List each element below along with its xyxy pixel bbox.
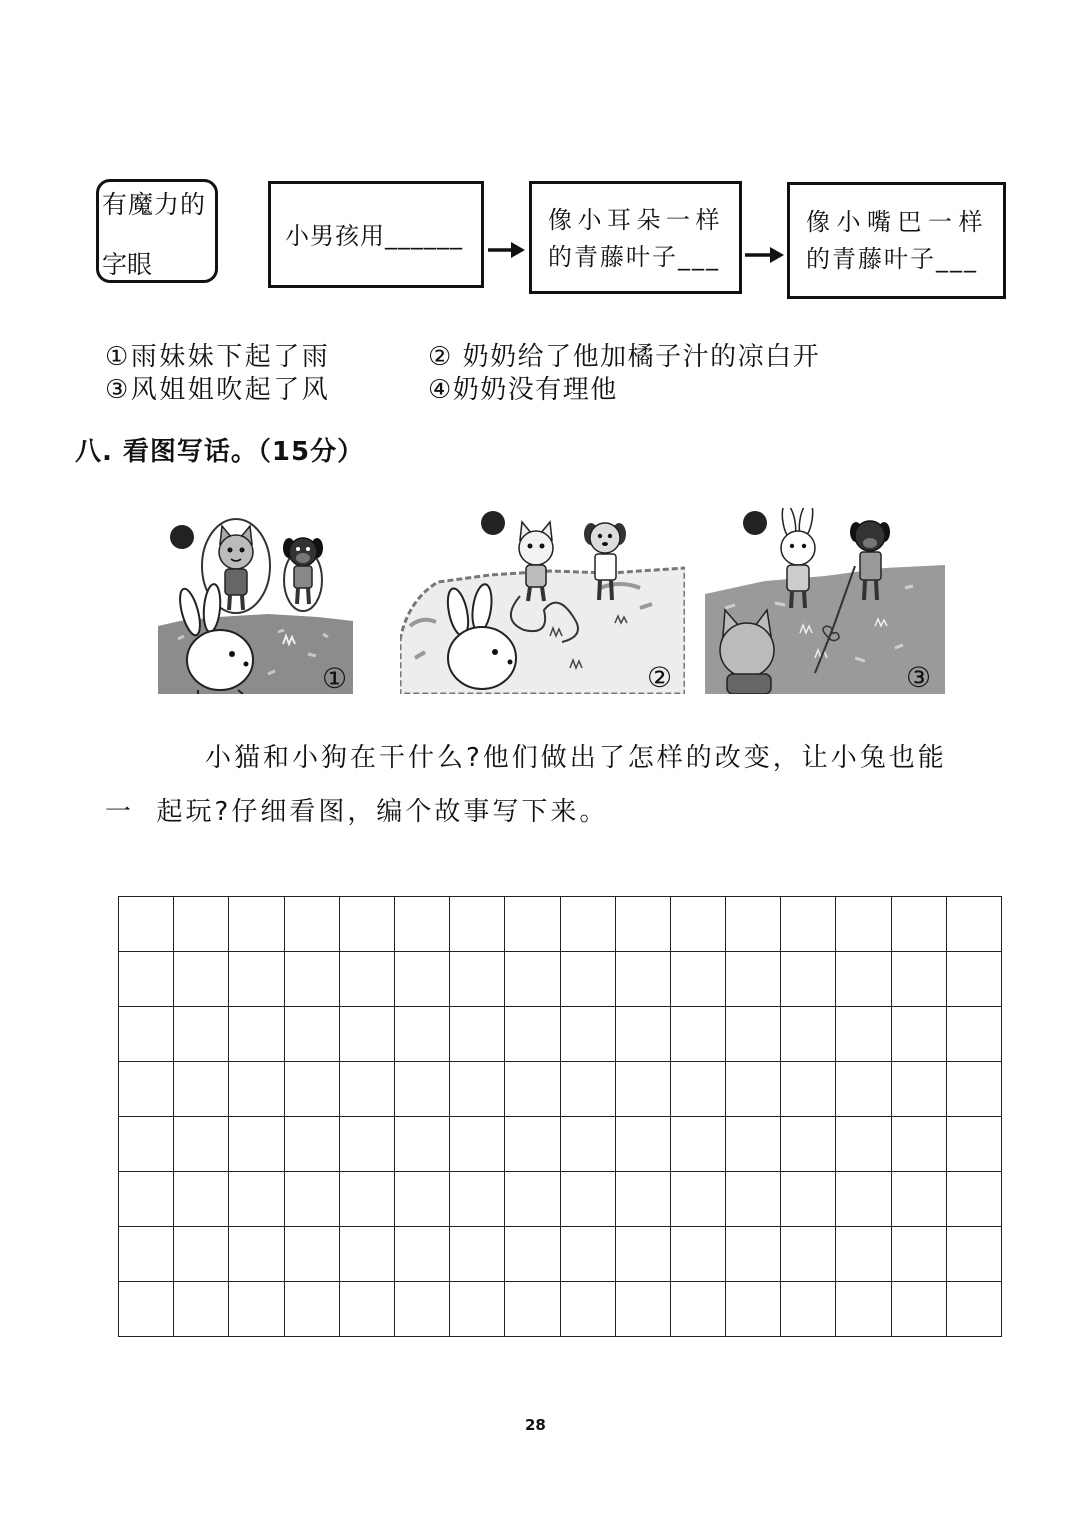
grid-cell xyxy=(561,1062,616,1117)
dog-leg xyxy=(599,580,600,600)
arrow-head xyxy=(770,247,784,263)
grid-cell xyxy=(340,1227,395,1282)
grid-cell xyxy=(119,897,174,952)
grid-cell xyxy=(726,952,781,1007)
grid-cell xyxy=(781,1007,836,1062)
magic-words-label-line2: 字眼 xyxy=(102,250,153,279)
dog-eye xyxy=(608,534,612,538)
grid-cell xyxy=(229,897,284,952)
grid-cell xyxy=(285,1062,340,1117)
dog-muzzle xyxy=(296,553,310,563)
grid-cell xyxy=(561,952,616,1007)
cat-figure xyxy=(219,526,253,610)
dog-leg xyxy=(297,588,298,604)
grid-cell xyxy=(395,1282,450,1337)
cat-body xyxy=(225,569,247,595)
grid-cell xyxy=(340,1172,395,1227)
grid-cell xyxy=(505,1062,560,1117)
rabbit-leg xyxy=(791,591,792,608)
flow-box-3-line1: 像小嘴巴一样 xyxy=(806,208,989,236)
grid-cell xyxy=(229,952,284,1007)
grid-cell xyxy=(561,1007,616,1062)
grid-cell xyxy=(836,1282,891,1337)
flow-box-1 xyxy=(268,181,484,288)
dog-figure xyxy=(283,538,323,611)
flow-box-2-line2: 的青藤叶子___ xyxy=(548,243,720,271)
cat-body xyxy=(526,565,546,587)
rabbit-head xyxy=(448,627,516,689)
option-1: ①雨妹妹下起了雨 xyxy=(105,342,331,372)
picture-panel-2 xyxy=(400,508,685,694)
grid-cell xyxy=(450,1007,505,1062)
arrow-right-icon xyxy=(488,238,526,262)
grid-cell xyxy=(340,1117,395,1172)
grid-cell xyxy=(561,1172,616,1227)
grid-cell xyxy=(836,1062,891,1117)
flow-box-3-line2: 的青藤叶子___ xyxy=(806,245,978,273)
grid-cell xyxy=(892,1062,947,1117)
grid-cell xyxy=(285,952,340,1007)
grid-cell xyxy=(285,1172,340,1227)
rabbit-eye xyxy=(790,544,794,548)
grid-cell xyxy=(285,1007,340,1062)
grid-cell xyxy=(340,897,395,952)
grid-cell xyxy=(781,1062,836,1117)
grid-cell xyxy=(119,1117,174,1172)
grid-cell xyxy=(174,952,229,1007)
grid-cell xyxy=(505,1117,560,1172)
grid-cell xyxy=(450,1172,505,1227)
flow-box-2 xyxy=(529,181,742,294)
panel-number-2: ② xyxy=(647,661,673,694)
grid-cell xyxy=(947,1282,1002,1337)
grid-cell xyxy=(395,1227,450,1282)
writing-grid xyxy=(118,896,1002,1337)
rabbit-eye xyxy=(229,651,235,657)
sun-icon xyxy=(481,511,505,535)
grid-cell xyxy=(671,1117,726,1172)
rabbit-body xyxy=(787,565,809,591)
grid-cell xyxy=(450,1117,505,1172)
grid-cell xyxy=(395,897,450,952)
grid-cell xyxy=(671,1007,726,1062)
rabbit-eye xyxy=(492,649,498,655)
grid-cell xyxy=(285,1117,340,1172)
grid-cell xyxy=(671,1062,726,1117)
grid-cell xyxy=(450,897,505,952)
grid-cell xyxy=(616,1227,671,1282)
cat-head xyxy=(720,623,774,677)
panel-number-1: ① xyxy=(322,662,348,695)
dog-head xyxy=(590,523,620,553)
grid-cell xyxy=(450,1227,505,1282)
dog-body xyxy=(595,554,616,580)
rabbit-nose xyxy=(508,660,513,665)
sun-icon xyxy=(170,525,194,549)
grid-cell xyxy=(561,897,616,952)
grid-cell xyxy=(726,1117,781,1172)
grid-cell xyxy=(229,1007,284,1062)
grid-cell xyxy=(616,1117,671,1172)
grid-cell xyxy=(726,1172,781,1227)
grid-cell xyxy=(892,952,947,1007)
grid-cell xyxy=(174,897,229,952)
grid-cell xyxy=(836,1007,891,1062)
cat-head xyxy=(219,535,253,569)
dog-leg xyxy=(864,580,865,600)
rabbit-head xyxy=(187,630,253,690)
magic-words-label-box xyxy=(96,179,218,283)
grid-cell xyxy=(119,1062,174,1117)
rabbit-eye xyxy=(802,544,806,548)
grid-cell xyxy=(119,1172,174,1227)
grid-cell xyxy=(174,1007,229,1062)
grid-cell xyxy=(450,1062,505,1117)
grid-cell xyxy=(450,1282,505,1337)
cat-leg xyxy=(528,587,530,601)
grid-cell xyxy=(450,952,505,1007)
grid-cell xyxy=(119,1227,174,1282)
grid-cell xyxy=(119,1007,174,1062)
grid-cell xyxy=(781,1227,836,1282)
grid-cell xyxy=(781,1117,836,1172)
grid-cell xyxy=(892,1172,947,1227)
grid-cell xyxy=(892,1227,947,1282)
grid-cell xyxy=(229,1282,284,1337)
grid-cell xyxy=(505,1007,560,1062)
grid-cell xyxy=(174,1227,229,1282)
cat-body xyxy=(727,674,771,694)
arrow-right-icon xyxy=(745,243,785,267)
grid-cell xyxy=(947,1007,1002,1062)
magic-words-label-line1: 有魔力的 xyxy=(102,190,207,219)
grid-cell xyxy=(947,1062,1002,1117)
dog-leg xyxy=(876,580,877,600)
grid-cell xyxy=(395,1172,450,1227)
grid-cell xyxy=(505,1172,560,1227)
sun-icon xyxy=(743,511,767,535)
grid-cell xyxy=(174,1282,229,1337)
grid-cell xyxy=(340,952,395,1007)
grid-cell xyxy=(561,1117,616,1172)
grid-cell xyxy=(505,897,560,952)
rabbit-head xyxy=(781,531,815,565)
grid-cell xyxy=(671,1282,726,1337)
grid-cell xyxy=(671,952,726,1007)
prompt-line-1: 小猫和小狗在干什么?他们做出了怎样的改变，让小兔也能 xyxy=(205,743,947,773)
grid-cell xyxy=(781,1172,836,1227)
dog-eye xyxy=(598,534,602,538)
grid-cell xyxy=(174,1062,229,1117)
grid-cell xyxy=(892,897,947,952)
grid-cell xyxy=(726,1007,781,1062)
section-8-heading: 八. 看图写话。（15分） xyxy=(75,437,365,467)
grid-cell xyxy=(119,1282,174,1337)
grid-cell xyxy=(671,1172,726,1227)
grid-cell xyxy=(119,952,174,1007)
grid-cell xyxy=(616,1172,671,1227)
grid-cell xyxy=(505,1282,560,1337)
grid-cell xyxy=(340,1007,395,1062)
grid-cell xyxy=(505,1227,560,1282)
grid-cell xyxy=(285,1282,340,1337)
grid-cell xyxy=(836,1117,891,1172)
cat-leg xyxy=(242,595,243,610)
option-4: ④奶奶没有理他 xyxy=(428,375,618,405)
grid-cell xyxy=(395,952,450,1007)
cat-figure xyxy=(720,610,774,694)
arrow-head xyxy=(511,242,525,258)
grid-cell xyxy=(616,1062,671,1117)
grid-cell xyxy=(781,1282,836,1337)
grid-cell xyxy=(892,1007,947,1062)
grid-cell xyxy=(340,1282,395,1337)
grid-cell xyxy=(726,897,781,952)
grid-cell xyxy=(561,1227,616,1282)
cat-leg xyxy=(542,587,544,601)
grid-cell xyxy=(340,1062,395,1117)
grid-cell xyxy=(285,897,340,952)
grid-cell xyxy=(174,1117,229,1172)
grid-cell xyxy=(781,897,836,952)
grid-cell xyxy=(947,897,1002,952)
flow-box-2-line1: 像小耳朵一样 xyxy=(548,206,725,234)
grid-cell xyxy=(616,897,671,952)
grid-cell xyxy=(505,952,560,1007)
cat-head xyxy=(519,531,553,565)
grid-cell xyxy=(616,952,671,1007)
dog-eye xyxy=(296,547,300,551)
cat-eye xyxy=(240,548,245,553)
grid-cell xyxy=(671,1227,726,1282)
grid-cell xyxy=(947,952,1002,1007)
option-2: ② 奶奶给了他加橘子汁的凉白开 xyxy=(428,342,821,372)
panel-number-3: ③ xyxy=(906,661,932,694)
rabbit-leg xyxy=(804,591,805,608)
grid-cell xyxy=(836,952,891,1007)
grid-cell xyxy=(229,1062,284,1117)
grid-cell xyxy=(836,1172,891,1227)
grid-cell xyxy=(229,1117,284,1172)
dog-body xyxy=(294,566,312,588)
grid-cell xyxy=(781,952,836,1007)
dog-nose xyxy=(602,542,608,546)
grid-cell xyxy=(174,1172,229,1227)
option-3: ③风姐姐吹起了风 xyxy=(105,375,331,405)
page-number: 28 xyxy=(525,1416,546,1434)
grid-cell xyxy=(947,1117,1002,1172)
grid-cell xyxy=(285,1227,340,1282)
grid-cell xyxy=(836,897,891,952)
grid-cell xyxy=(671,897,726,952)
grid-cell xyxy=(836,1227,891,1282)
flow-box-1-text: 小男孩用______ xyxy=(285,222,463,250)
grid-cell xyxy=(726,1227,781,1282)
grid-cell xyxy=(561,1282,616,1337)
prompt-line-2: 一 起玩?仔细看图，编个故事写下来。 xyxy=(105,797,609,827)
rabbit-nose xyxy=(244,662,249,667)
grid-cell xyxy=(947,1172,1002,1227)
grid-cell xyxy=(726,1062,781,1117)
grid-cell xyxy=(395,1117,450,1172)
dog-eye xyxy=(306,547,310,551)
grid-cell xyxy=(395,1062,450,1117)
flow-box-3 xyxy=(787,182,1006,299)
dog-body xyxy=(860,552,881,580)
grid-cell xyxy=(616,1007,671,1062)
cat-leg xyxy=(229,595,230,610)
cat-eye xyxy=(528,544,533,549)
dog-leg xyxy=(611,580,612,600)
grid-cell xyxy=(947,1227,1002,1282)
grid-cell xyxy=(229,1227,284,1282)
dog-leg xyxy=(308,588,309,604)
dog-muzzle xyxy=(863,538,877,548)
cat-eye xyxy=(540,544,545,549)
grid-cell xyxy=(892,1117,947,1172)
cat-eye xyxy=(228,548,233,553)
grid-cell xyxy=(616,1282,671,1337)
grid-cell xyxy=(726,1282,781,1337)
grid-cell xyxy=(229,1172,284,1227)
grid-cell xyxy=(395,1007,450,1062)
grid-cell xyxy=(892,1282,947,1337)
